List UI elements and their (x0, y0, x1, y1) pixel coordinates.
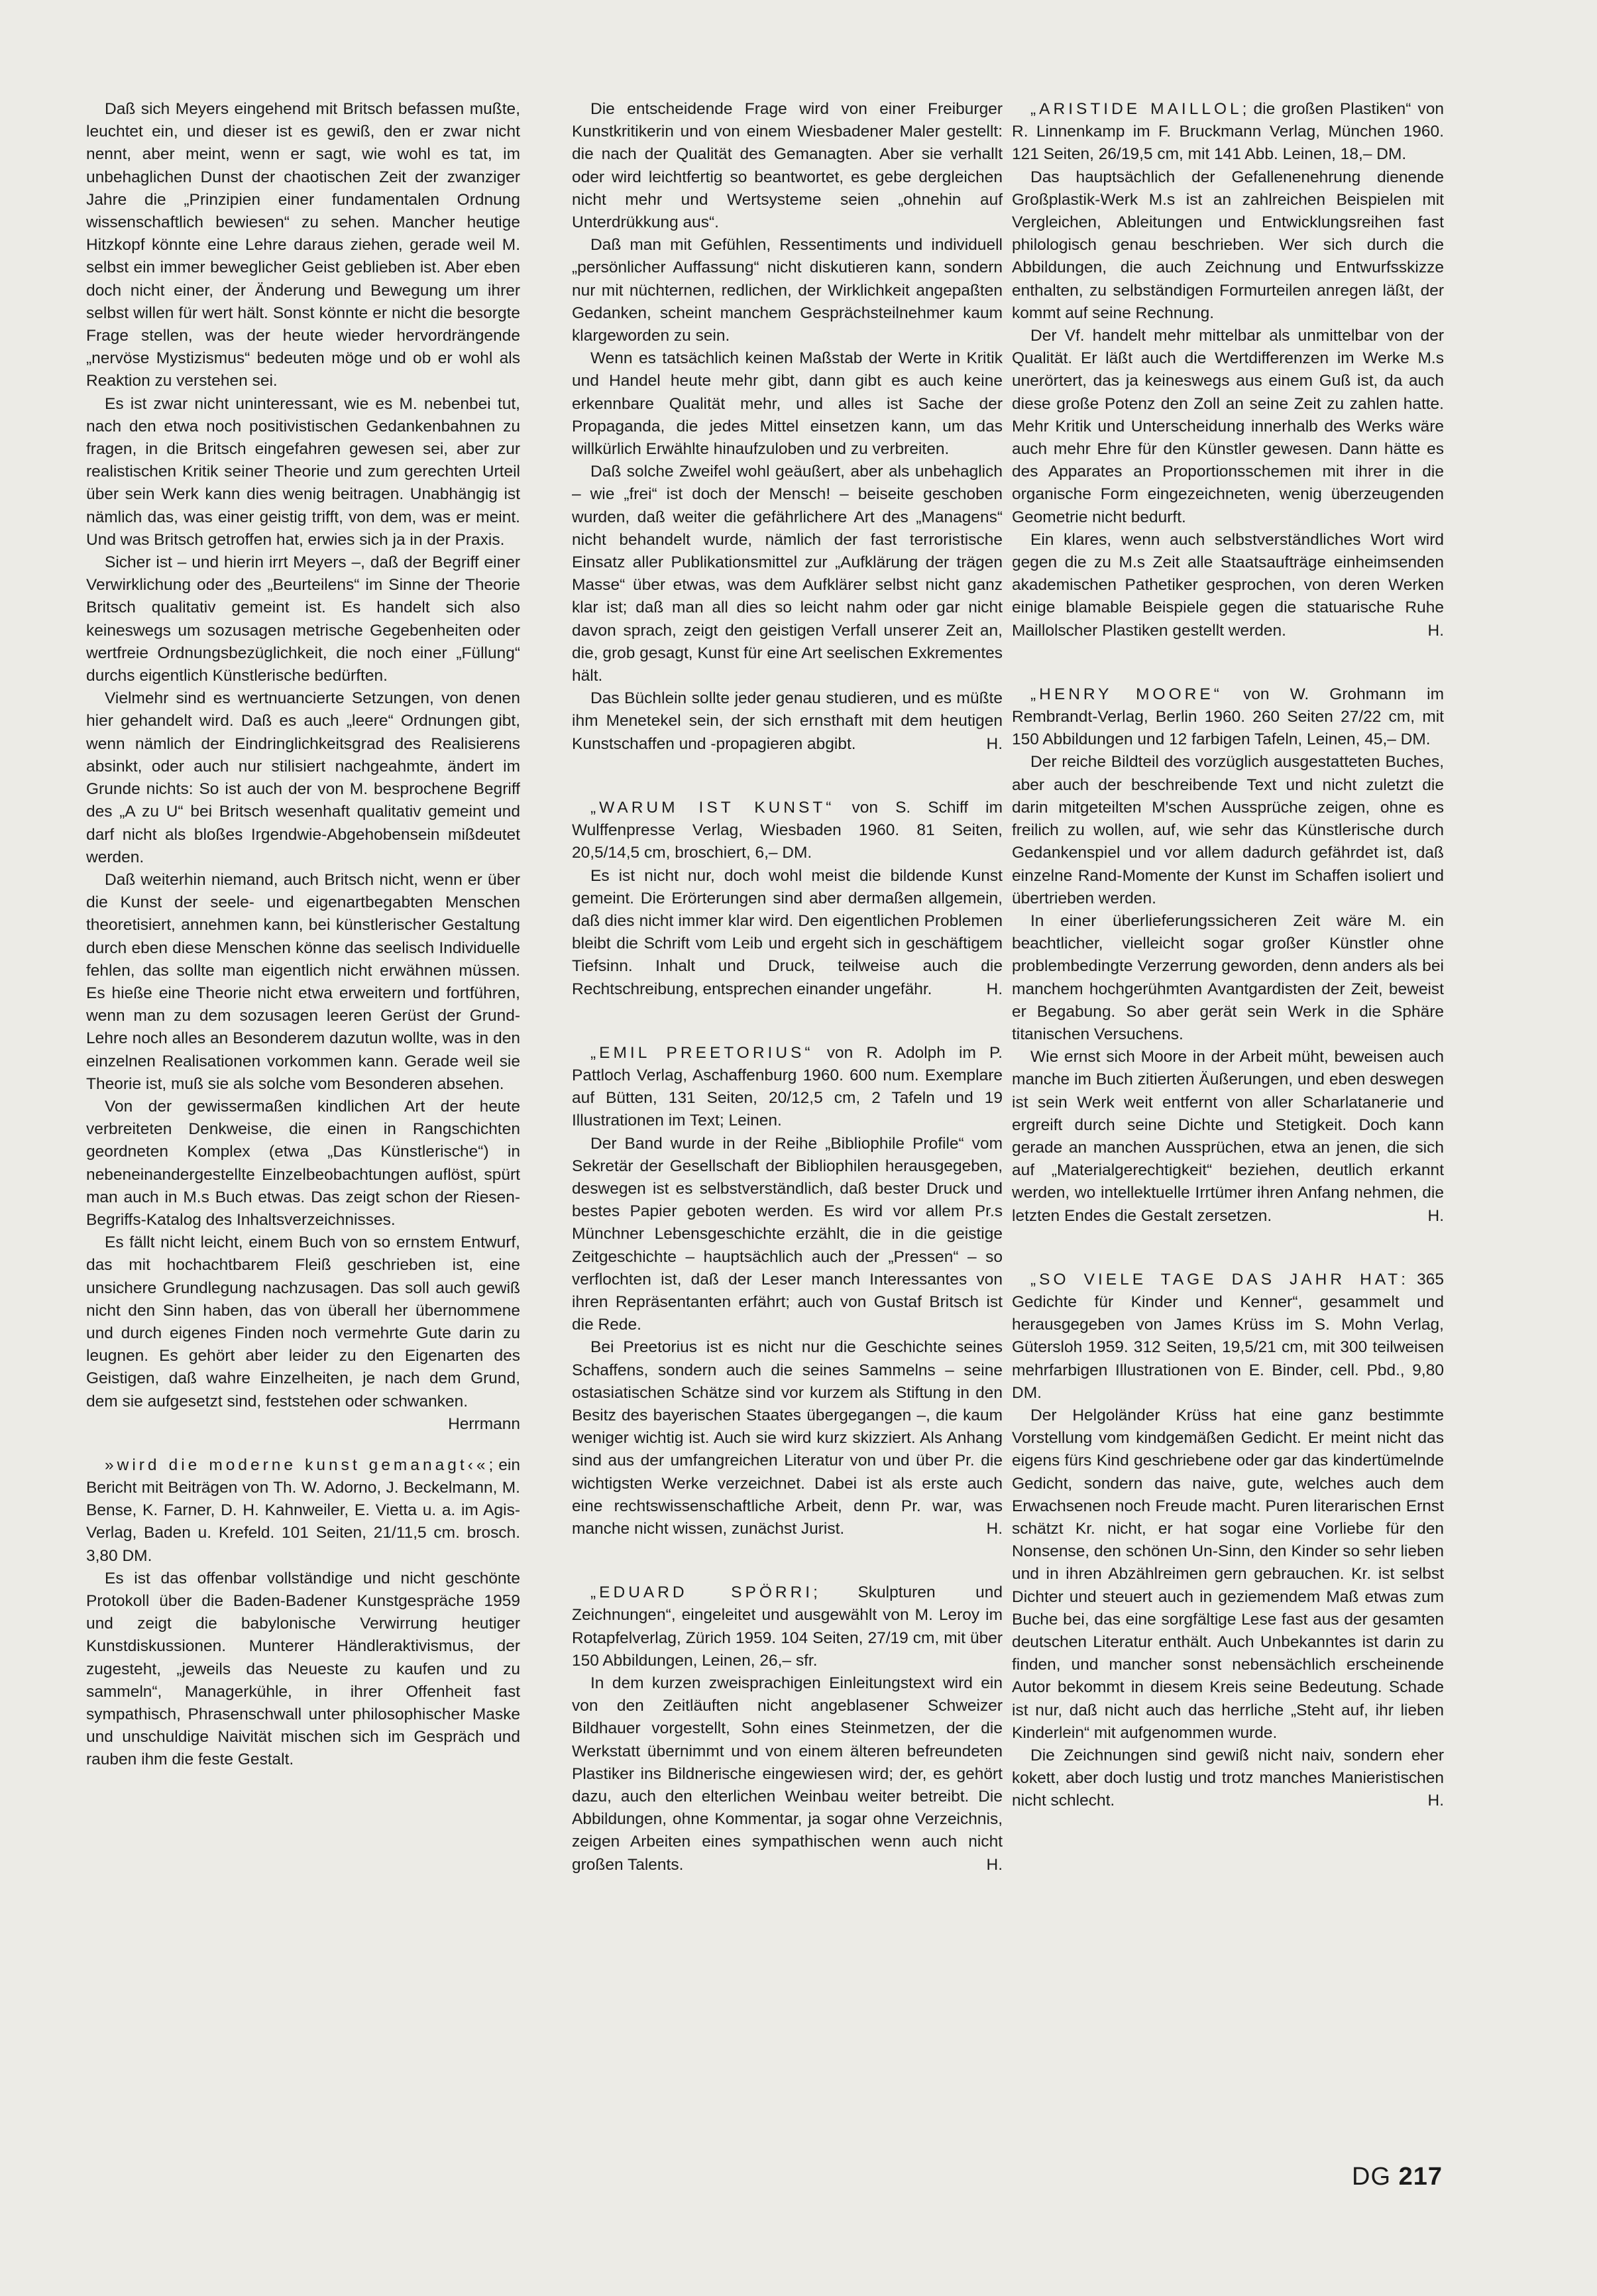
paragraph (572, 461, 1003, 687)
author-signature: H. (1427, 1792, 1444, 1810)
section-gap (1012, 642, 1444, 683)
column-1 (86, 98, 520, 1772)
paragraph (572, 98, 1003, 234)
page-number-value: 217 (1398, 2163, 1443, 2191)
review-heading (572, 1581, 1003, 1672)
paragraph (572, 687, 1003, 756)
section-gap (572, 1540, 1003, 1581)
paragraph-text: Es fällt nicht leicht, einem Buch von so ernstem Entwurf, das mit hochachtbarem Fleiß geschrieben ist, eine unsichere Grundlegung nachzusagen. Das soll auch gewiß nicht den Sinn haben, das von überall her übernommene und durch eigenes Finden noch vermehrte Gute darin zu leugnen. Es gehört aber leider zu den Eigenarten des Geistigen, daß wahre Einzelheiten, je nach dem Grund, dem sie aufgesetzt sind, feststehen oder schwanken. (86, 1234, 520, 1410)
paragraph-text: Daß man mit Gefühlen, Ressentiments und individuell „persönlicher Auffassung“ nicht diskutieren kann, sondern nur mit nüchternen, redlichen, der Wirklichkeit angepaßten Gedanken, scheint manchem Gesprächsteilnehmer kaum klargeworden zu sein. (572, 236, 1003, 345)
paragraph-text: In dem kurzen zweisprachigen Einleitungstext wird ein von den Zeitläuften nicht angeblasener Schweizer Bildhauer vorgestellt, Sohn eines Steinmetzen, der die Werkstatt übernimmt und von einem älteren befreundeten Plastiker ins Bildnerische eingewiesen wird; der, es gehört dazu, auch den elterlichen Weinbau weiter betreibt. Die Abbildungen, ohne Kommentar, ja sogar ohne Verzeichnis, zeigen Arbeiten eines sympathischen wenn auch nicht großen Talents. (572, 1674, 1003, 1874)
review-heading (572, 1042, 1003, 1133)
bibliographic-details: ; die großen Plastiken“ von R. Linnenkamp im F. Bruckmann Verlag, München 1960. 121 Seiten, 26/19,5 cm, mit 141 Abb. Leinen, 18,– DM. (1012, 100, 1444, 164)
paragraph (86, 551, 520, 687)
paragraph (572, 1672, 1003, 1876)
column-3 (1012, 98, 1444, 1813)
review-heading (572, 797, 1003, 865)
paragraph (572, 347, 1003, 461)
paragraph-text: Das Büchlein sollte jeder genau studieren, und es müßte ihm Menetekel sein, der sich ernsthaft mit dem heutigen Kunstschaffen und -propagieren abgibt. (572, 689, 1003, 753)
bibliographic-details: : 365 Gedichte für Kinder und Kenner“, gesammelt und herausgegeben von James Krüss im S. Mohn Verlag, Gütersloh 1959. 312 Seiten, 19,5/21 cm, mit 300 teilweisen mehrfarbigen Illustrationen von E. Binder, cell. Pbd., 9,80 DM. (1012, 1270, 1445, 1402)
book-title: „EDUARD SPÖRRI (590, 1583, 814, 1602)
paragraph-text: Der Vf. handelt mehr mittelbar als unmittelbar von der Qualität. Er läßt auch die Wertdifferenzen im Werke M.s unerörtert, das ja keineswegs aus einem Guß ist, da auch diese große Potenz den Zoll an seine Zeit zu zahlen hatte. Mehr Kritik und Unterscheidung innerhalb des Werks wäre auch mehr Ehre für den Künstler gewesen. Dann hätte es des Apparates an Proportionsschemen mit ihrer in die organische Form eingezeichneten, wenig überzeugenden Geometrie nicht bedurft. (1012, 327, 1444, 526)
paragraph (86, 1096, 520, 1232)
book-title: „ARISTIDE MAILLOL (1030, 100, 1242, 118)
paragraph-text: Bei Preetorius ist es nicht nur die Geschichte seines Schaffens, sondern auch die seines Sammelns – seine ostasiatischen Schätze sind vor kurzem als Stiftung in den Besitz des bayerischen Staates übergegangen –, die kaum weniger wichtig ist. Auch sie wird kurz skizziert. Als Anhang sind aus der umfangreichen Literatur von und über Pr. die wichtigsten Werke verzeichnet. Dabei ist als erste auch eine rechtswissenschaftliche Arbeit, denn Pr. war, was manche nicht wissen, zunächst Jurist. (572, 1338, 1003, 1538)
paragraph-text: Der reiche Bildteil des vorzüglich ausgestatteten Buches, aber auch der beschreibende Text und nicht zuletzt die darin mitgeteilten M'schen Aussprüche zeigen, ohne es freilich zu wollen, auf, wie sehr das Künstlerische durch Gedankenspiel und vor allem dadurch gefährdet ist, daß einzelne Rand-Momente der Kunst im Schaffen isoliert und übertrieben werden. (1012, 753, 1444, 907)
section-gap (572, 1001, 1003, 1042)
book-title: „WARUM IST KUNST“ (590, 798, 835, 817)
bibliographic-details: von W. Grohmann im Rembrandt-Verlag, Berlin 1960. 260 Seiten 27/22 cm, mit 150 Abbildungen und 12 farbigen Tafeln, Leinen, 45,– DM. (1012, 685, 1445, 749)
author-signature: H. (986, 1855, 1003, 1874)
paragraph-text: Ein klares, wenn auch selbstverständliches Wort wird gegen die zu M.s Zeit alle Staatsaufträge einheimsenden akademischen Pathetiker gesprochen, von deren Werken einige blamable Beispiele gegen die statuarische Ruhe Maillolscher Plastiken gestellt werden. (1012, 530, 1444, 640)
author-signature: H. (1427, 621, 1444, 640)
paragraph-text: Der Helgoländer Krüss hat eine ganz bestimmte Vorstellung vom kindgemäßen Gedicht. Er meint nicht das eigens fürs Kind geschriebene oder gar das kindertümelnde Gedicht, sondern das naive, gute, welches auch dem Erwachsenen noch Freude macht. Puren literarischen Ernst schätzt Kr. nicht, er hat sogar eine Vorliebe für den Nonsense, den schönen Un-Sinn, den Kinder so sehr lieben und in ihren Abzählreimen gern gebrauchen. Kr. ist selbst Dichter und steuert auch in geziemendem Maß etwas zum Buche bei, das eine sorgfältige Lese fast aus der gesamten deutschen Literatur enthält. Auch Unbekanntes ist darin zu finden, und mancher sonst nebensächlich erscheinende Autor bekommt in diesem Kreis seine Bedeutung. Schade ist nur, daß nicht auch das herrliche „Steht auf, ihr lieben Kinderlein“ mit aufgenommen wurde. (1012, 1406, 1444, 1742)
section-gap (1012, 1228, 1444, 1269)
paragraph (1012, 751, 1444, 909)
paragraph-text: Sicher ist – und hierin irrt Meyers –, daß der Begriff einer Verwirklichung oder des „Beurteilens“ im Sinne der Theorie Britsch qualitativ gemeint ist. Es handelt sich also keineswegs um sozusagen metrische Gegebenheiten oder wertfreie Ordnungsbezüglichkeit, die noch einer „Füllung“ durchs eigentlich Künstlerische bedürften. (86, 553, 520, 685)
paragraph (1012, 1745, 1444, 1813)
paragraph (86, 393, 520, 551)
paragraph (1012, 1405, 1444, 1745)
paragraph (86, 687, 520, 869)
paragraph (1012, 325, 1444, 529)
paragraph (1012, 529, 1444, 642)
paragraph (86, 869, 520, 1096)
author-signature: H. (986, 980, 1003, 998)
author-signature: H. (1427, 1206, 1444, 1225)
paragraph-text: Es ist zwar nicht uninteressant, wie es M. nebenbei tut, nach den etwa noch positivistischen Gedankenbahnen zu fragen, in die Britsch eingefahren gewesen sei, aber zur realistischen Kritik seiner Theorie und zum gerechten Urteil über sein Werk kann dies wenig beitragen. Unabhängig ist nämlich das, was einer geistig trifft, von dem, was er meint. Und was Britsch getroffen hat, erwies sich ja in der Praxis. (86, 394, 520, 549)
bibliographic-details: von S. Schiff im Wulffenpresse Verlag, Wiesbaden 1960. 81 Seiten, 20,5/14,5 cm, broschiert, 6,– DM. (572, 798, 1003, 862)
paragraph (572, 1336, 1003, 1540)
paragraph (86, 98, 520, 393)
paragraph-text: Von der gewissermaßen kindlichen Art der heute verbreiteten Denkweise, die einen in Rangschichten geordneten Komplex (etwa „Das Künstlerische“) in nebeneinandergestellte Einzelbeobachtungen auflöst, spürt man auch in M.s Buch etwas. Das zeigt schon der Riesen-Begriffs-Katalog des Inhaltsverzeichnisses. (86, 1097, 520, 1229)
paragraph-text: Wenn es tatsächlich keinen Maßstab der Werte in Kritik und Handel heute mehr gibt, dann gibt es auch keine erkennbare Qualität mehr, und alles ist Sache der Propaganda, die jedes Mittel einsetzen kann, um das willkürlich Erwählte hinaufzuloben und zu verbreiten. (572, 349, 1003, 459)
review-heading (1012, 683, 1444, 752)
paragraph-text: Es ist nicht nur, doch wohl meist die bildende Kunst gemeint. Die Erörterungen sind aber dermaßen allgemein, daß dies nicht immer klar wird. Den eigentlichen Problemen bleibt die Schrift vom Leib und ergeht sich in geschäftigem Tiefsinn. Inhalt und Druck, teilweise auch die Rechtschreibung, entsprechen einander ungefähr. (572, 866, 1003, 998)
paragraph-text: Die entscheidende Frage wird von einer Freiburger Kunstkritikerin und von einem Wiesbadener Maler gestellt: die nach der Qualität des Gemanagten. Aber sie verhallt oder wird leichtfertig so beantwortet, es gebe dergleichen nicht mehr und Wertsysteme seien „ohnehin auf Unterdrükkung aus“. (572, 100, 1003, 232)
paragraph (1012, 910, 1444, 1046)
paragraph (1012, 1046, 1444, 1228)
paragraph-text: Wie ernst sich Moore in der Arbeit müht, beweisen auch manche im Buch zitierten Äußerungen, und eben deswegen ist sein Werk weit entfernt von aller Scharlatanerie und ergreift durch seine Dichte und Stetigkeit. Doch kann gerade an manchen Aussprüchen, etwa an jenen, die sich auf „Materialgerechtigkeit“ beziehen, deutlich erkannt werden, wo intellektuelle Irrtümer ihren Anfang nehmen, die letzten Endes die Gestalt zersetzen. (1012, 1048, 1444, 1225)
section-gap (572, 756, 1003, 797)
paragraph-text: Daß sich Meyers eingehend mit Britsch befassen mußte, leuchtet ein, und dieser ist es gewiß, den er zwar nicht nennt, aber meint, wenn er sagt, wie wohl es tat, im unbehaglichen Dunst der chaotischen Zeit der zwanziger Jahre die „Prinzipien einer fundamentalen Ordnung wissenschaftlich bewiesen“ zu sehen. Mancher heutige Hitzkopf könnte eine Lehre daraus ziehen, gerade weil M. selbst ein immer beweglicher Geist geblieben ist. Aber eben doch nicht einer, der Änderung und Bewegung um ihrer selbst willen für wert hält. Sonst könnte er nicht die besorgte Frage stellen, was der heute wieder hervordrängende „nervöse Mystizismus“ bedeuten möge und ob er wohl als Reaktion zu verstehen sei. (86, 100, 520, 390)
review-heading (1012, 1269, 1444, 1405)
column-2 (572, 98, 1003, 1876)
paragraph-text: Die Zeichnungen sind gewiß nicht naiv, sondern eher kokett, aber doch lustig und trotz manches Manieristischen nicht schlecht. (1012, 1747, 1444, 1810)
bibliographic-details: ; ein Bericht mit Beiträgen von Th. W. Adorno, J. Beckelmann, M. Bense, K. Farner, D. H. Kahnweiler, E. Vietta u. a. im Agis-Verlag, Baden u. Krefeld. 101 Seiten, 21/11,5 cm. brosch. 3,80 DM. (86, 1456, 521, 1565)
paragraph-text: In einer überlieferungssicheren Zeit wäre M. ein beachtlicher, vielleicht sogar großer Künstler ohne problembedingte Verzerrung geworden, denn anders als bei manchem hochgerühmten Avantgardisten der Zeit, beweist er Begabung. So aber gerät sein Werk in die Sphäre titanischen Versuchens. (1012, 911, 1444, 1043)
paragraph-text: Der Band wurde in der Reihe „Bibliophile Profile“ vom Sekretär der Gesellschaft der Bibliophilen herausgegeben, deswegen ist es selbstverständlich, daß bester Druck und bestes Papier geboten werden. Es wird vor allem Pr.s Münchner Lebensgeschichte erzählt, die in die geistige Zeitgeschichte – hauptsächlich auch der „Pressen“ – so verflochten ist, daß der Leser manch Interessantes von ihren Repräsentanten erfährt; auch von Gustaf Britsch ist die Rede. (572, 1134, 1003, 1334)
author-signature: H. (986, 1519, 1003, 1538)
paragraph (572, 1133, 1003, 1337)
book-title: »wird die moderne kunst gemanagt‹« (105, 1456, 489, 1474)
paragraph (572, 865, 1003, 1001)
bibliographic-details: ; Skulpturen und Zeichnungen“, eingeleitet und ausgewählt von M. Leroy im Rotapfelverlag, Zürich 1959. 104 Seiten, 27/19 cm, mit über 150 Abbildungen, Leinen, 26,– sfr. (572, 1583, 1003, 1670)
book-title: „EMIL PREETORIUS“ (590, 1043, 814, 1062)
review-heading (86, 1454, 520, 1568)
paragraph-text: Vielmehr sind es wertnuancierte Setzungen, von denen hier gehandelt wird. Daß es auch „leere“ Ordnungen gibt, wenn nämlich der Eindringlichkeitsgrad des Realisierens absinkt, oder auch nur stilisiert nachgeahmte, ändert im Grunde nichts: So ist auch der von M. besprochene Begriff des „A zu U“ bei Britsch wesenhaft qualitativ gemeint und darf nicht als bloßes Irgendwie-Abgehobensein mißdeutet werden. (86, 689, 520, 866)
paragraph-text: Daß weiterhin niemand, auch Britsch nicht, wenn er über die Kunst der seele- und eigenartbegabten Menschen theoretisiert, annehmen kann, bei künstlerischer Gestaltung durch eben diese Menschen könne das seelisch Individuelle fehlen, das sollte man eigentlich nicht erwähnen müssen. Es hieße eine Theorie nicht etwa erweitern und fortführen, wenn man zu dem sozusagen leeren Gerüst der Grund-Lehre noch alles an Besonderem dazutun wollte, was in den einzelnen Realisationen vorkommen kann. Gerade weil sie Theorie ist, muß sie als solche vom Besonderen absehen. (86, 870, 520, 1093)
paragraph (572, 234, 1003, 347)
paragraph-text: Daß solche Zweifel wohl geäußert, aber als unbehaglich – wie „frei“ ist doch der Mensch! – beiseite geschoben wurden, daß weiter die gefährlichere Art des „Managens“ nicht behandelt wurde, nämlich der fast terroristische Einsatz aller Publikationsmittel zur „Aufklärung der trägen Masse“ über etwas, was dem Aufklärer selbst nicht ganz klar ist; daß man all dies so leicht nahm oder gar nicht davon sprach, zeigt den geistigen Verfall unserer Zeit an, die, grob gesagt, Kunst für eine Art seelischen Exkrementes hält. (572, 463, 1003, 685)
paragraph (1012, 166, 1444, 325)
paragraph (86, 1232, 520, 1433)
paragraph-text: Das hauptsächlich der Gefallenenehrung dienende Großplastik-Werk M.s ist an zahlreichen Beispielen mit Vergleichen, Ableitungen und Entwicklungsreihen fast philologisch genau beschrieben. Wer sich durch die Abbildungen, die auch Zeichnung und Entwurfsskizze enthalten, zu selbständigen Formurteilen anregen läßt, der kommt auf seine Rechnung. (1012, 168, 1444, 322)
book-title: „HENRY MOORE“ (1030, 685, 1223, 703)
paragraph-text: Es ist das offenbar vollständige und nicht geschönte Protokoll über die Baden-Badener Kunstgespräche 1959 und zeigt die babylonische Verwirrung heutiger Kunstdiskussionen. Munterer Händleraktivismus, der zugesteht, „jeweils das Neueste zu kaufen und zu sammeln“, Managerkühle, in ihrer Offenheit fast sympathisch, Phrasenschwall unter philosophischer Maske und unschuldige Naivität mischen sich im Gespräch und rauben ihm die feste Gestalt. (86, 1569, 520, 1769)
book-title: „SO VIELE TAGE DAS JAHR HAT (1030, 1270, 1402, 1289)
author-signature: Herrmann (448, 1414, 520, 1433)
author-signature: H. (986, 734, 1003, 753)
review-heading (1012, 98, 1444, 166)
journal-abbreviation: DG (1352, 2163, 1391, 2191)
bibliographic-details: von R. Adolph im P. Pattloch Verlag, Aschaffenburg 1960. 600 num. Exemplare auf Bütten, 131 Seiten, 20/12,5 cm, 2 Tafeln und 19 Illustrationen im Text; Leinen. (572, 1043, 1003, 1130)
page-number (1352, 2162, 1443, 2191)
paragraph (86, 1568, 520, 1772)
